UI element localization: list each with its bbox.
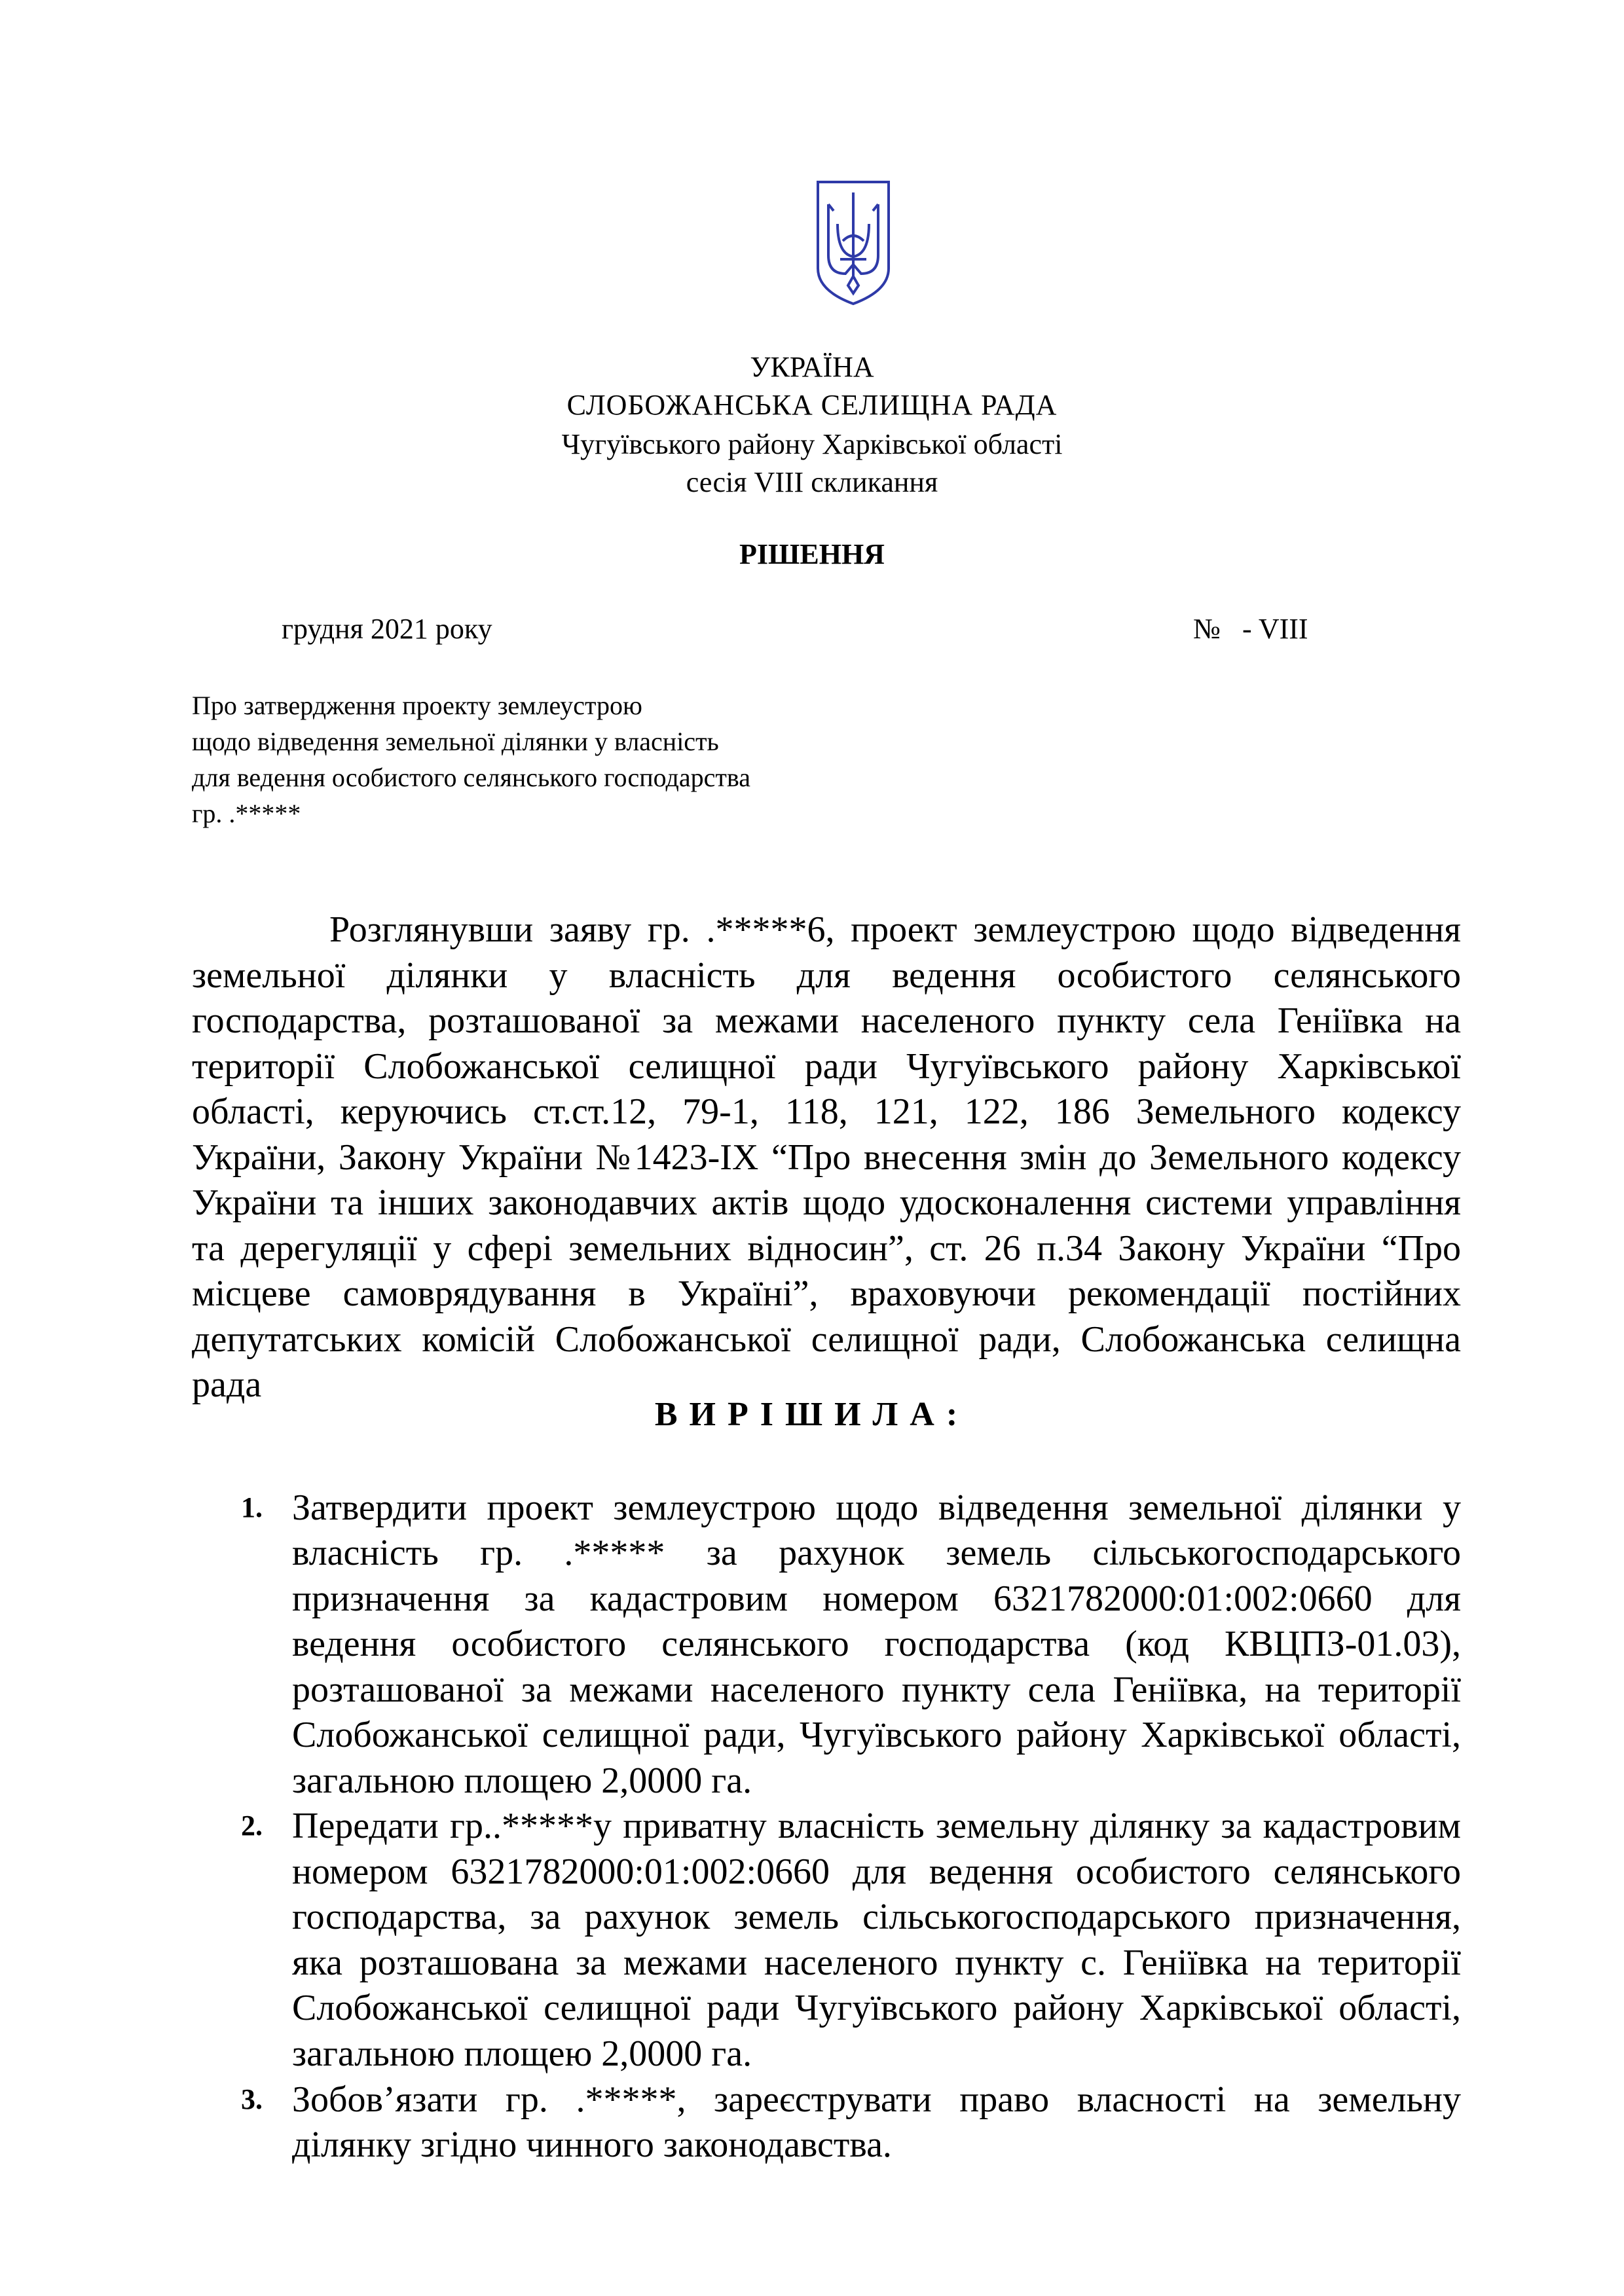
item-line: призначення за кадастровим номером 6321782000:01:002:0660 для xyxy=(292,1578,1461,1619)
item-line: ведення особистого селянського господарства (код КВЦПЗ-01.03), xyxy=(292,1624,1461,1664)
item-number: 3. xyxy=(241,2083,263,2115)
item-line: власність гр. .***** за рахунок земель сільськогосподарського xyxy=(292,1533,1461,1573)
item-line: Передати гр..*****у приватну власність земельну ділянку за кадастровим xyxy=(292,1806,1461,1846)
decided-heading: ВИРІШИЛА: xyxy=(654,1396,970,1433)
preamble-line: області, керуючись ст.ст.12, 79-1, 118, 121, 122, 186 Земельного кодексу xyxy=(192,1091,1461,1132)
preamble-line: депутатських комісій Слобожанської селищної ради, Слобожанська селищна xyxy=(192,1319,1461,1360)
item-number: 2. xyxy=(241,1810,263,1842)
subject-line: Про затвердження проекту землеустрою xyxy=(192,691,642,720)
preamble-line: та дерегуляції у сфері земельних відносин”, ст. 26 п.34 Закону України “Про xyxy=(192,1228,1461,1269)
council-name: СЛОБОЖАНСЬКА СЕЛИЩНА РАДА xyxy=(566,389,1058,421)
session-label: сесія VIII скликання xyxy=(686,466,938,498)
preamble-line: України, Закону України №1423-ІХ “Про внесення змін до Земельного кодексу xyxy=(192,1137,1461,1178)
district-name: Чугуївського району Харківської області xyxy=(561,428,1063,460)
item-line: Слобожанської селищної ради Чугуївського району Харківської області, xyxy=(292,1988,1461,2028)
preamble-line: місцеве самоврядування в Україні”, враховуючи рекомендації постійних xyxy=(192,1273,1461,1314)
decision-number: № - VIII xyxy=(1193,613,1308,645)
item-line: номером 6321782000:01:002:0660 для ведення особистого селянського xyxy=(292,1851,1461,1892)
item-line: загальною площею 2,0000 га. xyxy=(292,2033,752,2074)
item-line: яка розташована за межами населеного пункту с. Геніївка на території xyxy=(292,1942,1461,1983)
item-line: Затвердити проект землеустрою щодо відведення земельної ділянки у xyxy=(292,1487,1461,1528)
trident-coat-of-arms-icon xyxy=(814,178,893,306)
preamble-line: Розглянувши заяву гр. .*****6, проект землеустрою щодо відведення xyxy=(329,909,1461,950)
preamble-line: території Слобожанської селищної ради Чугуївського району Харківської xyxy=(192,1046,1461,1087)
subject-line: щодо відведення земельної ділянки у власність xyxy=(192,727,719,756)
item-line: ділянку згідно чинного законодавства. xyxy=(292,2124,892,2165)
preamble-line: земельної ділянки у власність для ведення особистого селянського xyxy=(192,955,1461,996)
decision-date: грудня 2021 року xyxy=(282,613,492,645)
item-line: розташованої за межами населеного пункту села Геніївка, на території xyxy=(292,1669,1461,1710)
decision-subject xyxy=(192,687,750,831)
subject-line: для ведення особистого селянського господарства xyxy=(192,763,750,792)
document-title: РІШЕННЯ xyxy=(739,538,885,570)
item-number: 1. xyxy=(241,1491,263,1523)
subject-line: гр. .***** xyxy=(192,799,301,828)
preamble-line: України та інших законодавчих актів щодо удосконалення системи управління xyxy=(192,1182,1461,1223)
item-line: загальною площею 2,0000 га. xyxy=(292,1760,752,1801)
preamble-line: господарства, розташованої за межами населеного пункту села Геніївка на xyxy=(192,1000,1461,1041)
item-line: Зобов’язати гр. .*****, зареєструвати право власності на земельну xyxy=(292,2079,1461,2120)
preamble-line: рада xyxy=(192,1364,262,1405)
item-line: Слобожанської селищної ради, Чугуївського району Харківської області, xyxy=(292,1715,1461,1755)
item-line: господарства, за рахунок земель сільськогосподарського призначення, xyxy=(292,1897,1461,1937)
country-name: УКРАЇНА xyxy=(750,351,874,383)
